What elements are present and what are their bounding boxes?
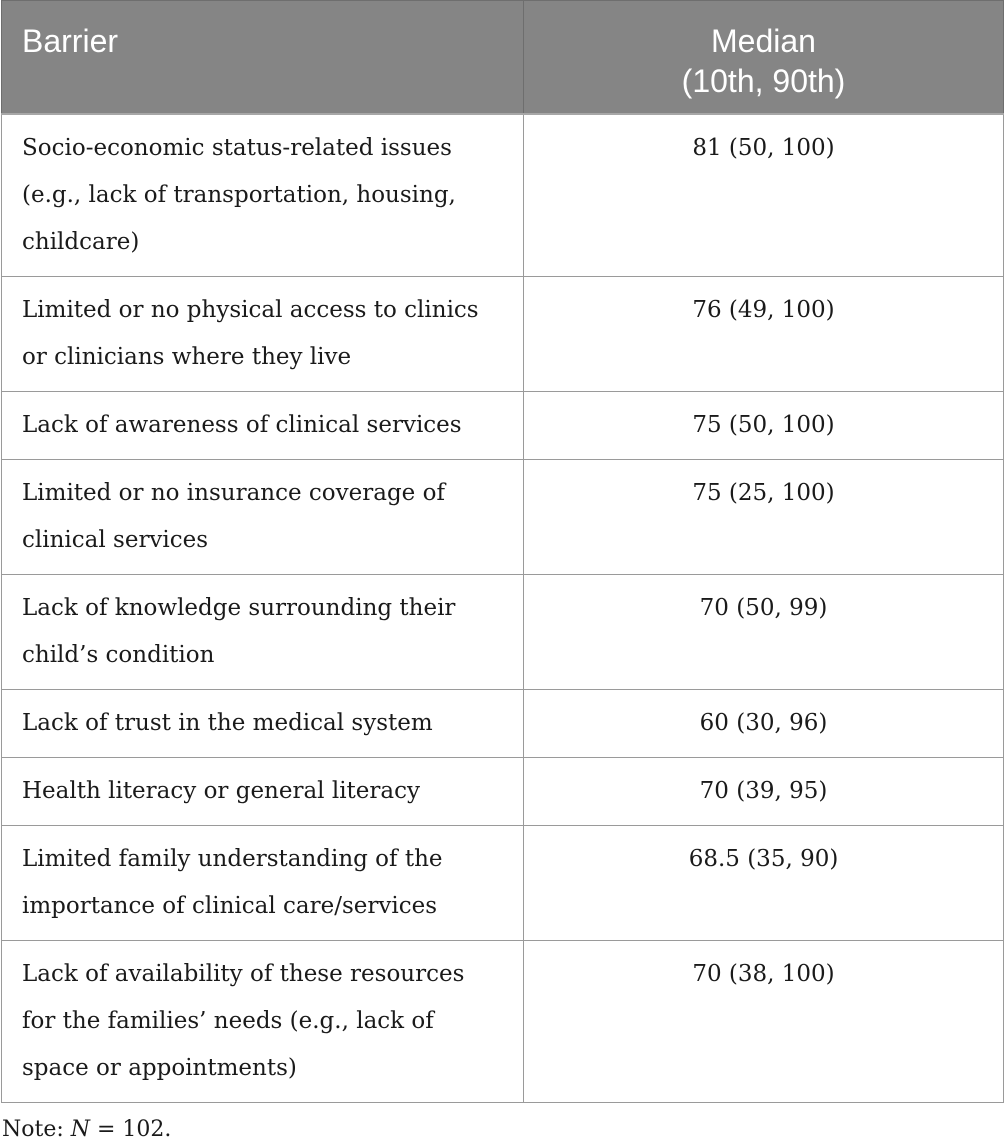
- note-value: = 102.: [90, 1116, 172, 1142]
- table-row: [2, 757, 1004, 825]
- median-cell: 75 (25, 100): [524, 459, 1004, 574]
- median-cell: 75 (50, 100): [524, 391, 1004, 459]
- header-median: [524, 1, 1004, 114]
- median-cell: 70 (50, 99): [524, 574, 1004, 689]
- header-median-line2: (10th, 90th): [681, 63, 846, 99]
- table-row: [2, 574, 1004, 689]
- barrier-cell: Lack of trust in the medical system: [2, 689, 524, 757]
- table-row: [2, 689, 1004, 757]
- median-cell: 76 (49, 100): [524, 276, 1004, 391]
- barrier-cell: Limited or no insurance coverage of clinical services: [2, 459, 524, 574]
- barrier-cell: Socio-economic status-related issues (e.g., lack of transportation, housing, childcare): [2, 114, 524, 277]
- barrier-cell: Limited or no physical access to clinics or clinicians where they live: [2, 276, 524, 391]
- median-cell: 60 (30, 96): [524, 689, 1004, 757]
- table-row: [2, 114, 1004, 277]
- header-row: [2, 1, 1004, 114]
- barrier-cell: Lack of availability of these resources for the families’ needs (e.g., lack of space or appointments): [2, 940, 524, 1102]
- table-row: [2, 276, 1004, 391]
- barrier-cell: Limited family understanding of the importance of clinical care/services: [2, 825, 524, 940]
- table-row: [2, 459, 1004, 574]
- table-note: [2, 1117, 1005, 1142]
- header-barrier: Barrier: [2, 1, 524, 114]
- barrier-cell: Health literacy or general literacy: [2, 757, 524, 825]
- table-row: [2, 391, 1004, 459]
- median-cell: 70 (38, 100): [524, 940, 1004, 1102]
- median-cell: 70 (39, 95): [524, 757, 1004, 825]
- median-cell: 68.5 (35, 90): [524, 825, 1004, 940]
- table-row: [2, 940, 1004, 1102]
- note-variable: N: [70, 1116, 91, 1142]
- barrier-cell: Lack of knowledge surrounding their child’s condition: [2, 574, 524, 689]
- note-prefix: Note:: [2, 1116, 71, 1142]
- header-median-line1: Median: [711, 23, 816, 59]
- table-row: [2, 825, 1004, 940]
- median-cell: 81 (50, 100): [524, 114, 1004, 277]
- barrier-cell: Lack of awareness of clinical services: [2, 391, 524, 459]
- barriers-table: [1, 0, 1004, 1103]
